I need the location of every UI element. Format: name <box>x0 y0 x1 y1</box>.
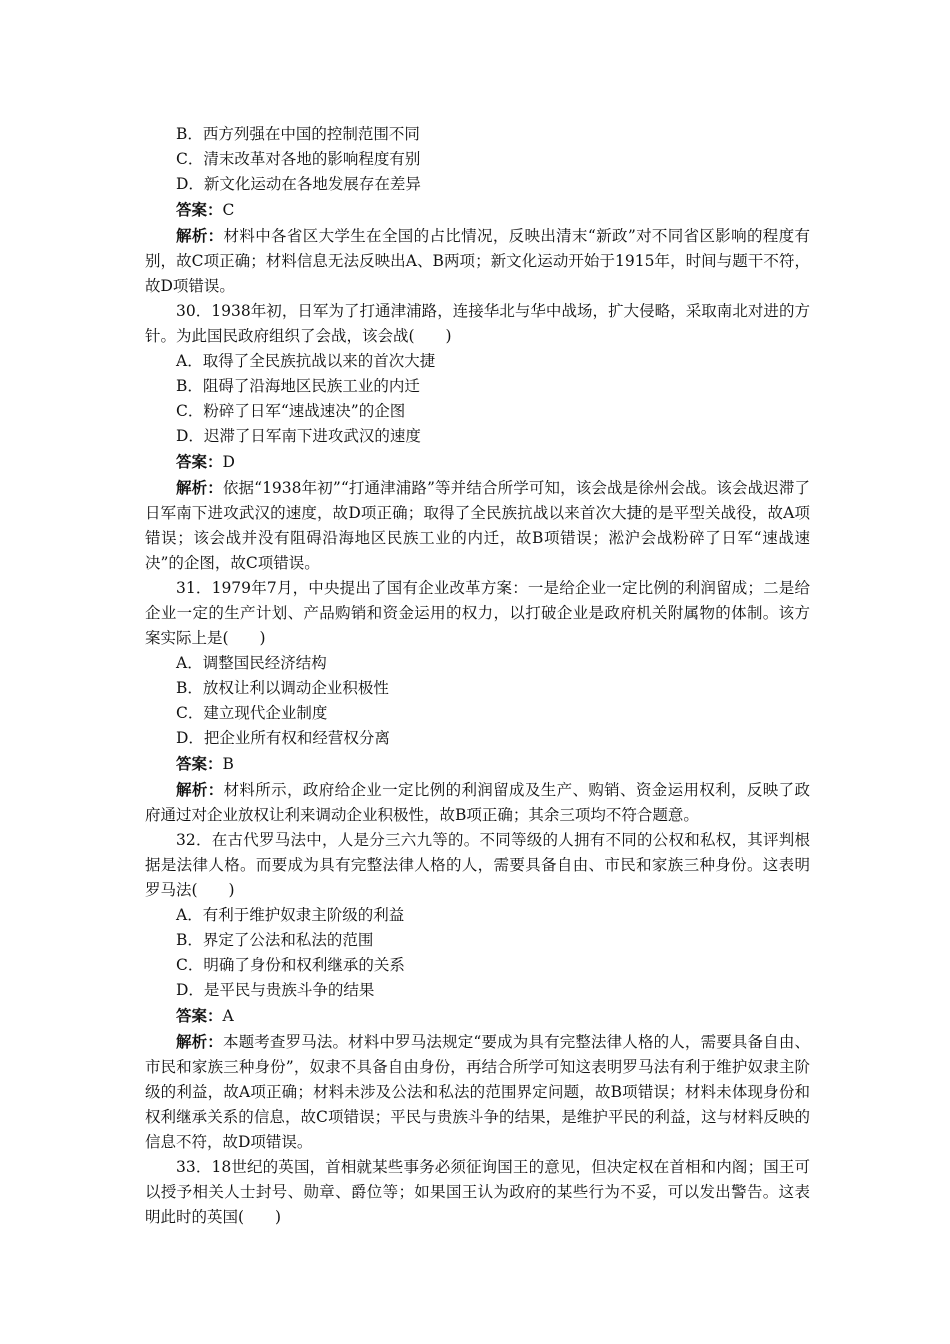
option-a: A．有利于维护奴隶主阶级的利益 <box>176 906 405 924</box>
answer-label: 答案： <box>176 200 223 219</box>
analysis-label: 解析： <box>176 1032 223 1051</box>
question-stem: 33．18世纪的英国，首相就某些事务必须征询国王的意见，但决定权在首相和内阁；国王可以授予相关人士封号、勋章、爵位等；如果国王认为政府的某些行为不妥，可以发出警告。这表明此时的英国( ) <box>145 1158 810 1226</box>
option-c: C．明确了身份和权利继承的关系 <box>176 956 405 974</box>
answer-value: D <box>222 453 235 471</box>
option-d: D．把企业所有权和经营权分离 <box>176 729 390 747</box>
option-b: B．阻碍了沿海地区民族工业的内迁 <box>176 377 420 395</box>
analysis-paragraph <box>145 223 810 299</box>
option-c: C．建立现代企业制度 <box>176 704 328 722</box>
option-a: A．取得了全民族抗战以来的首次大捷 <box>176 352 436 370</box>
analysis-text: 依据“1938年初”“打通津浦路”等并结合所学可知，该会战是徐州会战。该会战迟滞了日军南下进攻武汉的速度，故D项正确；取得了全民族抗战以来首次大捷的是平型关战役，故A项错误；该会战并没有阻碍沿海地区民族工业的内迁，故B项错误；淞沪会战粉碎了日军“速战速决”的企图，故C项错误。 <box>145 479 810 572</box>
option-d: D．迟滞了日军南下进攻武汉的速度 <box>176 427 421 445</box>
analysis-paragraph <box>145 1029 810 1155</box>
option-b: B．界定了公法和私法的范围 <box>176 931 374 949</box>
analysis-paragraph <box>145 475 810 576</box>
answer-label: 答案： <box>176 1006 223 1025</box>
answer-line <box>145 1003 810 1029</box>
option-b: B．放权让利以调动企业积极性 <box>176 679 389 697</box>
analysis-label: 解析： <box>176 780 224 799</box>
analysis-text: 本题考查罗马法。材料中罗马法规定“要成为具有完整法律人格的人，需要具备自由、市民和家族三种身份”，奴隶不具备自由身份，再结合所学可知这表明罗马法有利于维护奴隶主阶级的利益，故A项正确；材料未涉及公法和私法的范围界定问题，故B项错误；材料未体现身份和权利继承关系的信息，故C项错误；平民与贵族斗争的结果，是维护平民的利益，这与材料反映的信息不符，故D项错误。 <box>145 1033 810 1151</box>
question-stem: 31．1979年7月，中央提出了国有企业改革方案：一是给企业一定比例的利润留成；二是给企业一定的生产计划、产品购销和资金运用的权力，以打破企业是政府机关附属物的体制。该方案实际上是( ) <box>145 579 810 647</box>
answer-label: 答案： <box>176 754 223 773</box>
answer-line <box>145 751 810 777</box>
option-c: C．粉碎了日军“速战速决”的企图 <box>176 402 406 420</box>
answer-value: B <box>222 755 234 773</box>
analysis-paragraph <box>145 777 810 828</box>
answer-value: A <box>222 1007 234 1025</box>
option-b: B．西方列强在中国的控制范围不同 <box>176 125 420 143</box>
answer-value: C <box>222 201 235 219</box>
analysis-text: 材料所示，政府给企业一定比例的利润留成及生产、购销、资金运用权利，反映了政府通过对企业放权让利来调动企业积极性，故B项正确；其余三项均不符合题意。 <box>145 781 810 824</box>
option-d: D．是平民与贵族斗争的结果 <box>176 981 375 999</box>
analysis-label: 解析： <box>176 226 224 245</box>
question-30 <box>145 299 810 576</box>
answer-label: 答案： <box>176 452 223 471</box>
analysis-text: 材料中各省区大学生在全国的占比情况，反映出清末“新政”对不同省区影响的程度有别，故C项正确；材料信息无法反映出A、B两项；新文化运动开始于1915年，时间与题干不符，故D项错误。 <box>145 227 810 295</box>
document-page <box>145 122 810 1230</box>
question-29-tail <box>145 122 810 299</box>
question-31 <box>145 576 810 828</box>
option-a: A．调整国民经济结构 <box>176 654 327 672</box>
question-stem: 32．在古代罗马法中，人是分三六九等的。不同等级的人拥有不同的公权和私权，其评判根据是法律人格。而要成为具有完整法律人格的人，需要具备自由、市民和家族三种身份。这表明罗马法( ) <box>145 831 810 899</box>
analysis-label: 解析： <box>176 478 223 497</box>
option-d: D．新文化运动在各地发展存在差异 <box>176 175 421 193</box>
question-33 <box>145 1155 810 1230</box>
answer-line <box>145 449 810 475</box>
question-stem: 30．1938年初，日军为了打通津浦路，连接华北与华中战场，扩大侵略，采取南北对进的方针。为此国民政府组织了会战，该会战( ) <box>145 302 810 345</box>
answer-line <box>145 197 810 223</box>
question-32 <box>145 828 810 1155</box>
option-c: C．清末改革对各地的影响程度有别 <box>176 150 421 168</box>
